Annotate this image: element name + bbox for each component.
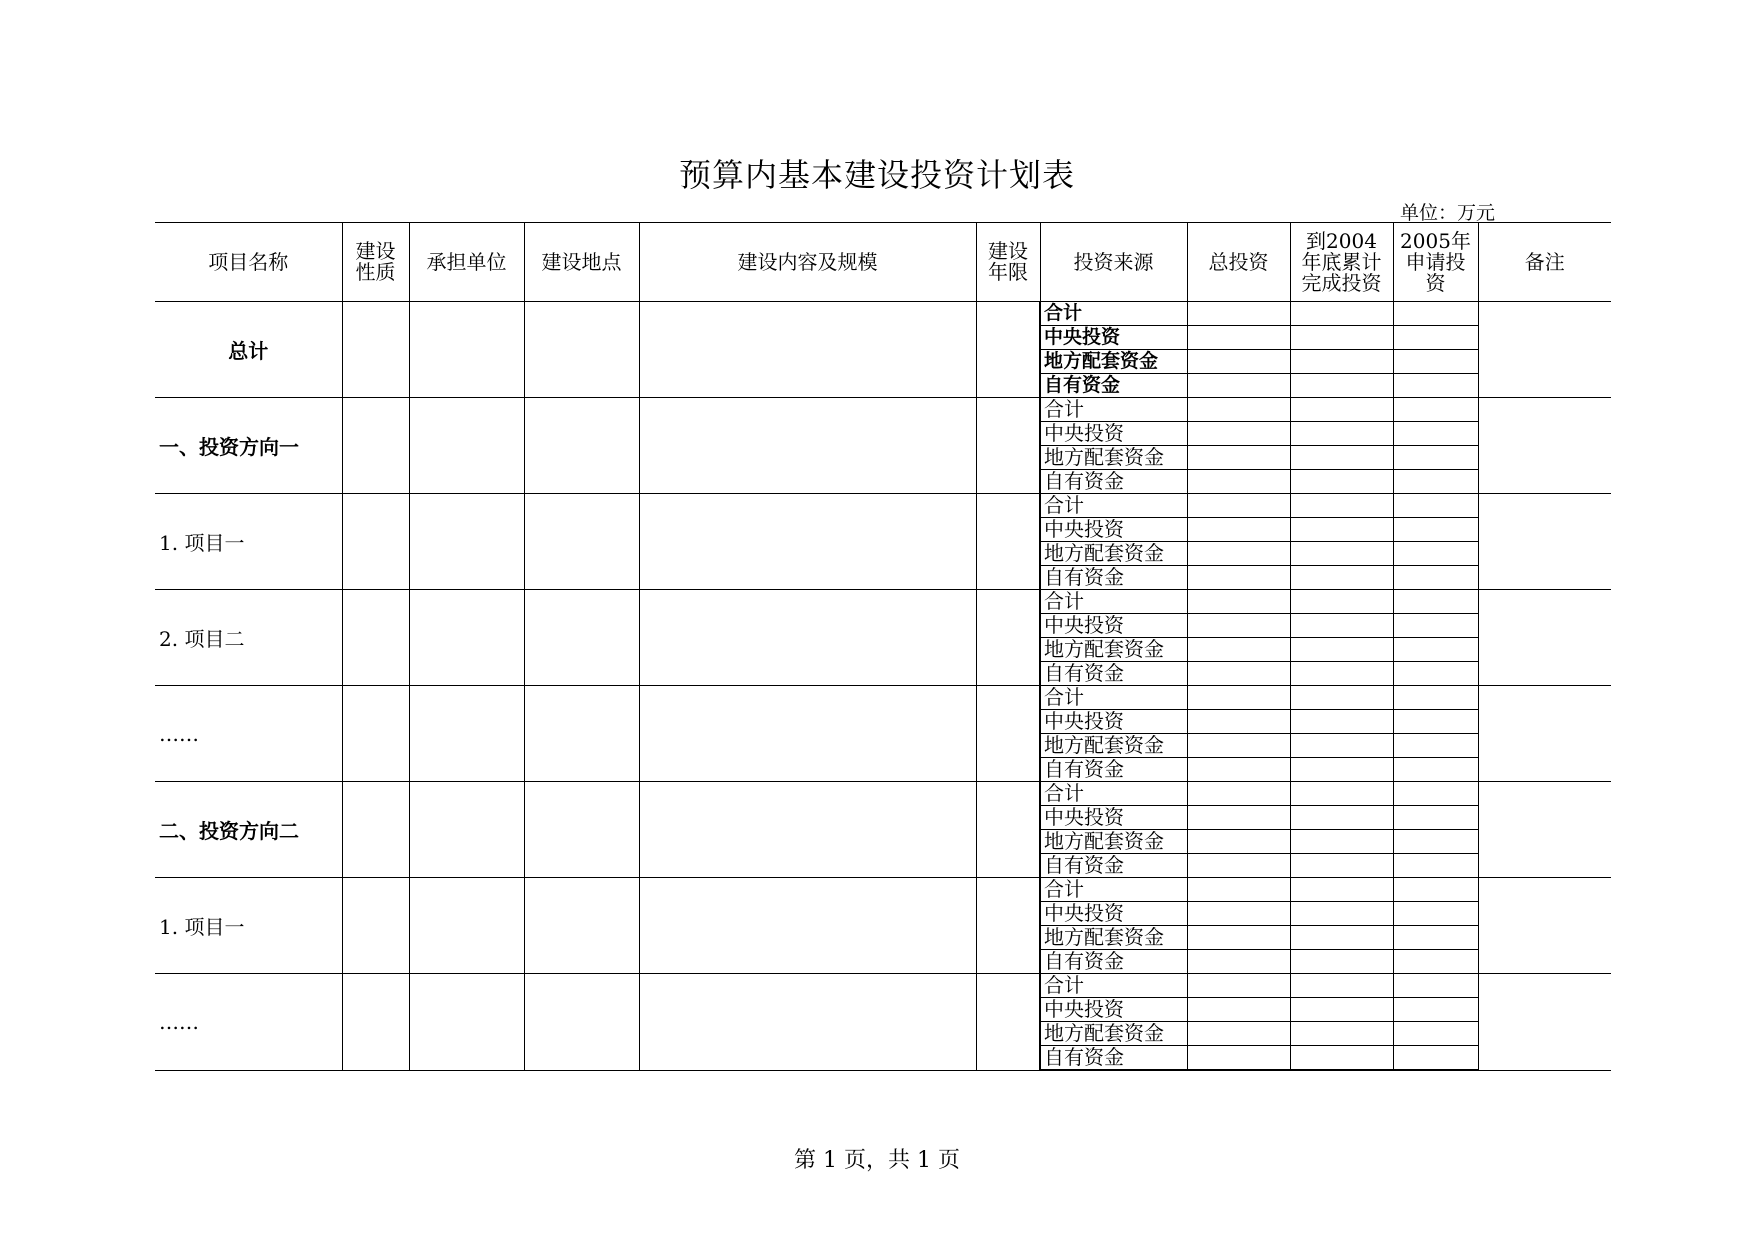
source-cell: 中央投资 (1040, 710, 1187, 734)
source-cell: 中央投资 (1040, 422, 1187, 446)
request-cell (1393, 446, 1478, 470)
total-cell (1187, 518, 1290, 542)
years-cell (976, 590, 1040, 686)
total-cell (1187, 638, 1290, 662)
header-source: 投资来源 (1040, 223, 1187, 302)
table-row (155, 782, 1611, 806)
location-cell (524, 782, 639, 878)
total-cell (1187, 398, 1290, 422)
cumulative-cell (1290, 350, 1393, 374)
request-cell (1393, 662, 1478, 686)
request-cell (1393, 974, 1478, 998)
source-cell: 合计 (1040, 302, 1187, 326)
header-content: 建设内容及规模 (639, 223, 976, 302)
header-cumulative: 到2004年底累计完成投资 (1290, 223, 1393, 302)
project-name-cell: 2. 项目二 (155, 590, 342, 686)
content-cell (639, 974, 976, 1071)
unit-cell (409, 590, 524, 686)
cumulative-cell (1290, 854, 1393, 878)
header-years: 建设年限 (976, 223, 1040, 302)
source-cell: 中央投资 (1040, 614, 1187, 638)
total-cell (1187, 878, 1290, 902)
content-cell (639, 590, 976, 686)
total-cell (1187, 1046, 1290, 1071)
source-cell: 地方配套资金 (1040, 542, 1187, 566)
source-cell: 合计 (1040, 974, 1187, 998)
source-cell: 中央投资 (1040, 518, 1187, 542)
location-cell (524, 686, 639, 782)
cumulative-cell (1290, 926, 1393, 950)
source-cell: 地方配套资金 (1040, 830, 1187, 854)
request-cell (1393, 830, 1478, 854)
cumulative-cell (1290, 662, 1393, 686)
request-cell (1393, 422, 1478, 446)
request-cell (1393, 950, 1478, 974)
content-cell (639, 494, 976, 590)
content-cell (639, 398, 976, 494)
location-cell (524, 878, 639, 974)
years-cell (976, 878, 1040, 974)
unit-cell (409, 974, 524, 1071)
note-cell (1478, 782, 1611, 878)
cumulative-cell (1290, 782, 1393, 806)
years-cell (976, 302, 1040, 398)
content-cell (639, 686, 976, 782)
nature-cell (342, 590, 409, 686)
request-cell (1393, 638, 1478, 662)
source-cell: 地方配套资金 (1040, 350, 1187, 374)
page-title: 预算内基本建设投资计划表 (678, 156, 1075, 194)
note-cell (1478, 494, 1611, 590)
request-cell (1393, 710, 1478, 734)
request-cell (1393, 902, 1478, 926)
table-row (155, 974, 1611, 998)
source-cell: 合计 (1040, 782, 1187, 806)
request-cell (1393, 566, 1478, 590)
cumulative-cell (1290, 806, 1393, 830)
total-cell (1187, 326, 1290, 350)
cumulative-cell (1290, 638, 1393, 662)
project-name-cell: 1. 项目一 (155, 878, 342, 974)
total-cell (1187, 734, 1290, 758)
total-cell (1187, 686, 1290, 710)
cumulative-cell (1290, 614, 1393, 638)
header-location: 建设地点 (524, 223, 639, 302)
total-cell (1187, 830, 1290, 854)
project-name-cell: …… (155, 974, 342, 1071)
years-cell (976, 782, 1040, 878)
cumulative-cell (1290, 494, 1393, 518)
total-cell (1187, 374, 1290, 398)
unit-cell (409, 398, 524, 494)
location-cell (524, 974, 639, 1071)
source-cell: 地方配套资金 (1040, 446, 1187, 470)
request-cell (1393, 998, 1478, 1022)
source-cell: 合计 (1040, 494, 1187, 518)
total-cell (1187, 1022, 1290, 1046)
source-cell: 自有资金 (1040, 854, 1187, 878)
note-cell (1478, 302, 1611, 398)
request-cell (1393, 1046, 1478, 1071)
table-row (155, 302, 1611, 326)
total-cell (1187, 302, 1290, 326)
total-cell (1187, 974, 1290, 998)
cumulative-cell (1290, 542, 1393, 566)
total-cell (1187, 926, 1290, 950)
nature-cell (342, 686, 409, 782)
cumulative-cell (1290, 734, 1393, 758)
cumulative-cell (1290, 470, 1393, 494)
request-cell (1393, 470, 1478, 494)
total-cell (1187, 422, 1290, 446)
request-cell (1393, 758, 1478, 782)
cumulative-cell (1290, 518, 1393, 542)
total-cell (1187, 902, 1290, 926)
table-row (155, 686, 1611, 710)
header-nature: 建设性质 (342, 223, 409, 302)
project-name-cell: …… (155, 686, 342, 782)
table-row (155, 494, 1611, 518)
years-cell (976, 494, 1040, 590)
table-body (155, 302, 1611, 1071)
unit-cell (409, 302, 524, 398)
location-cell (524, 398, 639, 494)
content-cell (639, 302, 976, 398)
note-cell (1478, 878, 1611, 974)
source-cell: 合计 (1040, 686, 1187, 710)
total-cell (1187, 782, 1290, 806)
project-name-cell: 1. 项目一 (155, 494, 342, 590)
source-cell: 地方配套资金 (1040, 638, 1187, 662)
request-cell (1393, 686, 1478, 710)
cumulative-cell (1290, 1046, 1393, 1071)
request-cell (1393, 518, 1478, 542)
cumulative-cell (1290, 590, 1393, 614)
total-cell (1187, 950, 1290, 974)
source-cell: 地方配套资金 (1040, 1022, 1187, 1046)
request-cell (1393, 374, 1478, 398)
total-cell (1187, 758, 1290, 782)
request-cell (1393, 614, 1478, 638)
years-cell (976, 398, 1040, 494)
total-cell (1187, 350, 1290, 374)
years-cell (976, 974, 1040, 1071)
source-cell: 中央投资 (1040, 998, 1187, 1022)
table-row (155, 878, 1611, 902)
table-row (155, 398, 1611, 422)
cumulative-cell (1290, 566, 1393, 590)
total-cell (1187, 710, 1290, 734)
location-cell (524, 494, 639, 590)
request-cell (1393, 734, 1478, 758)
cumulative-cell (1290, 302, 1393, 326)
note-cell (1478, 590, 1611, 686)
header-unit: 承担单位 (409, 223, 524, 302)
request-cell (1393, 542, 1478, 566)
source-cell: 合计 (1040, 590, 1187, 614)
cumulative-cell (1290, 758, 1393, 782)
total-cell (1187, 662, 1290, 686)
cumulative-cell (1290, 950, 1393, 974)
request-cell (1393, 806, 1478, 830)
cumulative-cell (1290, 830, 1393, 854)
source-cell: 合计 (1040, 398, 1187, 422)
request-cell (1393, 854, 1478, 878)
source-cell: 自有资金 (1040, 374, 1187, 398)
source-cell: 自有资金 (1040, 566, 1187, 590)
unit-cell (409, 686, 524, 782)
total-cell (1187, 494, 1290, 518)
request-cell (1393, 494, 1478, 518)
cumulative-cell (1290, 974, 1393, 998)
source-cell: 自有资金 (1040, 1046, 1187, 1071)
source-cell: 自有资金 (1040, 662, 1187, 686)
project-name-cell: 总计 (155, 302, 342, 398)
investment-plan-table (155, 222, 1611, 1071)
note-cell (1478, 686, 1611, 782)
cumulative-cell (1290, 710, 1393, 734)
total-cell (1187, 446, 1290, 470)
cumulative-cell (1290, 686, 1393, 710)
request-cell (1393, 878, 1478, 902)
source-cell: 中央投资 (1040, 806, 1187, 830)
nature-cell (342, 878, 409, 974)
request-cell (1393, 1022, 1478, 1046)
header-request: 2005年申请投资 (1393, 223, 1478, 302)
request-cell (1393, 326, 1478, 350)
request-cell (1393, 350, 1478, 374)
total-cell (1187, 806, 1290, 830)
source-cell: 合计 (1040, 878, 1187, 902)
request-cell (1393, 302, 1478, 326)
total-cell (1187, 470, 1290, 494)
total-cell (1187, 566, 1290, 590)
content-cell (639, 782, 976, 878)
nature-cell (342, 302, 409, 398)
nature-cell (342, 782, 409, 878)
cumulative-cell (1290, 422, 1393, 446)
source-cell: 自有资金 (1040, 950, 1187, 974)
source-cell: 自有资金 (1040, 470, 1187, 494)
cumulative-cell (1290, 998, 1393, 1022)
cumulative-cell (1290, 902, 1393, 926)
source-cell: 地方配套资金 (1040, 734, 1187, 758)
cumulative-cell (1290, 326, 1393, 350)
source-cell: 地方配套资金 (1040, 926, 1187, 950)
total-cell (1187, 614, 1290, 638)
nature-cell (342, 494, 409, 590)
unit-cell (409, 878, 524, 974)
header-total: 总投资 (1187, 223, 1290, 302)
request-cell (1393, 398, 1478, 422)
cumulative-cell (1290, 398, 1393, 422)
header-project-name: 项目名称 (155, 223, 342, 302)
total-cell (1187, 542, 1290, 566)
cumulative-cell (1290, 374, 1393, 398)
request-cell (1393, 926, 1478, 950)
source-cell: 中央投资 (1040, 902, 1187, 926)
nature-cell (342, 398, 409, 494)
note-cell (1478, 398, 1611, 494)
cumulative-cell (1290, 878, 1393, 902)
location-cell (524, 590, 639, 686)
request-cell (1393, 590, 1478, 614)
cumulative-cell (1290, 1022, 1393, 1046)
unit-label: 单位：万元 (1400, 202, 1496, 224)
source-cell: 中央投资 (1040, 326, 1187, 350)
header-row (155, 223, 1611, 302)
total-cell (1187, 590, 1290, 614)
table-row (155, 590, 1611, 614)
project-name-cell: 二、投资方向二 (155, 782, 342, 878)
page-footer: 第 1 页，共 1 页 (794, 1148, 960, 1173)
cumulative-cell (1290, 446, 1393, 470)
years-cell (976, 686, 1040, 782)
nature-cell (342, 974, 409, 1071)
source-cell: 自有资金 (1040, 758, 1187, 782)
request-cell (1393, 782, 1478, 806)
note-cell (1478, 974, 1611, 1071)
header-note: 备注 (1478, 223, 1611, 302)
unit-cell (409, 782, 524, 878)
unit-cell (409, 494, 524, 590)
location-cell (524, 302, 639, 398)
project-name-cell: 一、投资方向一 (155, 398, 342, 494)
content-cell (639, 878, 976, 974)
total-cell (1187, 854, 1290, 878)
total-cell (1187, 998, 1290, 1022)
